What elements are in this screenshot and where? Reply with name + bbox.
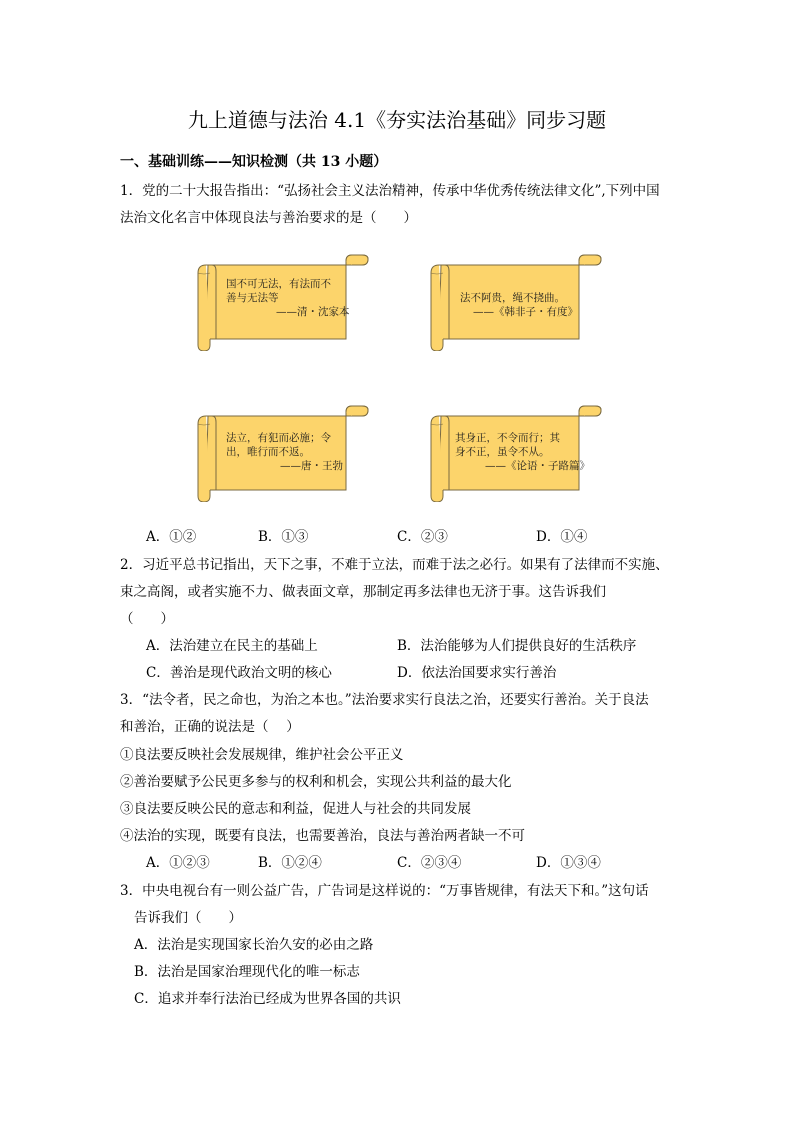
scroll-1-line-2: 善与无法等 <box>226 292 279 304</box>
q1-option-b: B．①③ <box>258 529 309 545</box>
scroll-image-1 <box>192 253 372 351</box>
q4-option-b: B．法治是国家治理现代化的唯一标志 <box>134 964 360 980</box>
q3-item-1: ①良法要反映社会发展规律，维护社会公平正义 <box>120 747 404 763</box>
scroll-4-source: ——《论语・子路篇》 <box>485 460 590 472</box>
q1-stem-line-2: 法治文化名言中体现良法与善治要求的是（ ） <box>120 210 417 226</box>
q4-option-c: C．追求并奉行法治已经成为世界各国的共识 <box>134 991 401 1007</box>
q3-stem-line-2: 和善治，正确的说法是（ ） <box>120 719 300 735</box>
scroll-4-line-1: 其身正，不令而行；其 <box>455 432 560 444</box>
q1-option-c: C．②③ <box>397 529 448 545</box>
q1-option-a: A．①② <box>146 529 197 545</box>
q3-option-d: D．①③④ <box>536 855 601 871</box>
page-title: 九上道德与法治 4.1《夯实法治基础》同步习题 <box>187 108 607 132</box>
q3-option-a: A．①②③ <box>146 855 210 871</box>
q2-option-a: A．法治建立在民主的基础上 <box>146 638 318 654</box>
scroll-1-source: ——清・沈家本 <box>276 306 350 318</box>
q2-option-d: D．依法治国要求实行善治 <box>397 665 557 681</box>
scroll-image-3 <box>192 404 372 502</box>
q3-option-b: B．①②④ <box>258 855 322 871</box>
q3-item-2: ②善治要赋予公民更多参与的权利和机会，实现公共利益的最大化 <box>120 774 512 790</box>
q2-stem-line-2: 束之高阁，或者实施不力、做表面文章，那制定再多法律也无济于事。这告诉我们 <box>120 584 606 600</box>
q4-stem-line-1: 3．中央电视台有一则公益广告，广告词是这样说的：“万事皆规律，有法天下和。”这句话 <box>120 883 649 899</box>
q2-stem-line-1: 2．习近平总书记指出，天下之事，不难于立法，而难于法之必行。如果有了法律而不实施、 <box>120 557 669 573</box>
scroll-shape <box>192 253 372 351</box>
scroll-2-line-1: 法不阿贵，绳不挠曲。 <box>460 292 565 304</box>
q3-item-3: ③良法要反映公民的意志和利益，促进人与社会的共同发展 <box>120 801 471 817</box>
scroll-1-line-1: 国不可无法，有法而不 <box>226 278 331 290</box>
q3-stem-line-1: 3．“法令者，民之命也，为治之本也。”法治要求实行良法之治，还要实行善治。关于良法 <box>120 692 649 708</box>
scroll-3-source: ——唐・王勃 <box>280 460 343 472</box>
scroll-image-4 <box>425 404 605 502</box>
scroll-3-line-1: 法立，有犯而必施；令 <box>226 432 331 444</box>
scroll-3-line-2: 出，唯行而不返。 <box>226 446 310 458</box>
q1-stem-line-1: 1．党的二十大报告指出：“弘扬社会主义法治精神，传承中华优秀传统法律文化”,下列中国 <box>120 183 660 199</box>
q3-item-4: ④法治的实现，既要有良法，也需要善治，良法与善治两者缺一不可 <box>120 828 525 844</box>
section-heading: 一、基础训练——知识检测（共 13 小题） <box>120 154 388 170</box>
q2-option-c: C．善治是现代政治文明的核心 <box>146 665 332 681</box>
scroll-4-line-2: 身不正，虽令不从。 <box>455 446 550 458</box>
q4-option-a: A．法治是实现国家长治久安的必由之路 <box>134 937 374 953</box>
q3-option-c: C．②③④ <box>397 855 462 871</box>
q4-stem-line-2: 告诉我们（ ） <box>134 910 242 926</box>
scroll-2-source: ——《韩非子・有度》 <box>473 306 578 318</box>
q2-stem-line-3: （ ） <box>120 611 174 627</box>
scroll-image-2 <box>425 253 605 351</box>
q1-option-d: D．①④ <box>536 529 588 545</box>
q2-option-b: B．法治能够为人们提供良好的生活秩序 <box>397 638 637 654</box>
